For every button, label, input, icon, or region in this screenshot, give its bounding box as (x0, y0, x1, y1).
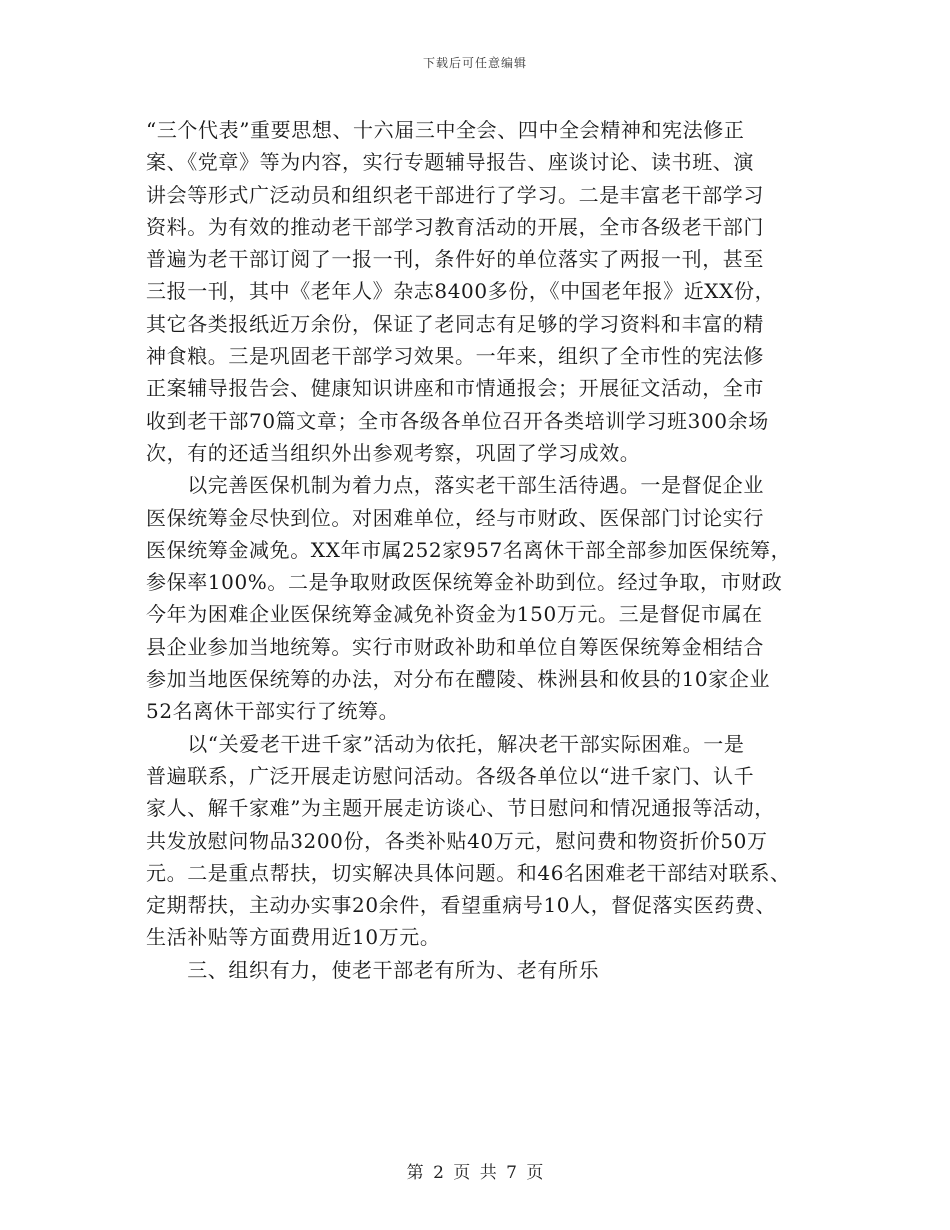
body-line: 以完善医保机制为着力点，落实老干部生活待遇。一是督促企业 (146, 473, 764, 498)
body-line: 定期帮扶，主动办实事20余件，看望重病号10人，督促落实医药费、 (146, 893, 777, 918)
body-line: 讲会等形式广泛动员和组织老干部进行了学习。二是丰富老干部学习 (146, 182, 764, 207)
page-header: 下载后可任意编辑 (422, 56, 527, 70)
body-line: 次，有的还适当组织外出参观考察，巩固了学习成效。 (146, 440, 641, 465)
body-line: 52名离休干部实行了统筹。 (146, 699, 400, 724)
body-line: 元。二是重点帮扶，切实解决具体问题。和46名困难老干部结对联系、 (146, 860, 791, 885)
body-line: 今年为困难企业医保统筹金减免补资金为150万元。三是督促市属在 (146, 602, 763, 627)
body-line: 参加当地医保统筹的办法，对分布在醴陵、株洲县和攸县的10家企业 (146, 667, 771, 692)
body-line: 其它各类报纸近万余份，保证了老同志有足够的学习资料和丰富的精 (146, 311, 764, 336)
body-line: 县企业参加当地统筹。实行市财政补助和单位自筹医保统筹金相结合 (146, 634, 764, 659)
body-line: 收到老干部70篇文章；全市各级各单位召开各类培训学习班300余场 (146, 408, 769, 433)
body-line: 正案辅导报告会、健康知识讲座和市情通报会；开展征文活动，全市 (146, 376, 764, 401)
document-body (146, 114, 836, 986)
body-line: 家人、解千家难”为主题开展走访谈心、节日慰问和情况通报等活动， (146, 796, 775, 821)
body-line: 参保率100%。二是争取财政医保统筹金补助到位。经过争取，市财政 (146, 570, 783, 595)
section-heading: 三、组织有力，使老干部老有所为、老有所乐 (146, 957, 600, 982)
body-line: 医保统筹金尽快到位。对困难单位，经与市财政、医保部门讨论实行 (146, 505, 764, 530)
body-line: 普遍联系，广泛开展走访慰问活动。各级各单位以“进千家门、认千 (146, 763, 755, 788)
page-number: 第 2 页 共 7 页 (406, 1163, 544, 1183)
body-line: 三报一刊，其中《老年人》杂志8400多份，《中国老年报》近XX份， (146, 279, 776, 304)
body-line: 共发放慰问物品3200份，各类补贴40万元，慰问费和物资折价50万 (146, 828, 768, 853)
body-line: 神食粮。三是巩固老干部学习效果。一年来，组织了全市性的宪法修 (146, 344, 764, 369)
body-line: “三个代表”重要思想、十六届三中全会、四中全会精神和宪法修正 (146, 118, 745, 142)
body-line: 以“关爱老干进千家”活动为依托，解决老干部实际困难。一是 (146, 731, 745, 756)
body-line: 案、《党章》等为内容，实行专题辅导报告、座谈讨论、读书班、演 (146, 150, 754, 175)
body-line: 资料。为有效的推动老干部学习教育活动的开展，全市各级老干部门 (146, 214, 764, 239)
body-line: 普遍为老干部订阅了一报一刊，条件好的单位落实了两报一刊，甚至 (146, 247, 764, 272)
body-line: 医保统筹金减免。XX年市属252家957名离休干部全部参加医保统筹， (146, 537, 792, 562)
body-line: 生活补贴等方面费用近10万元。 (146, 925, 441, 950)
